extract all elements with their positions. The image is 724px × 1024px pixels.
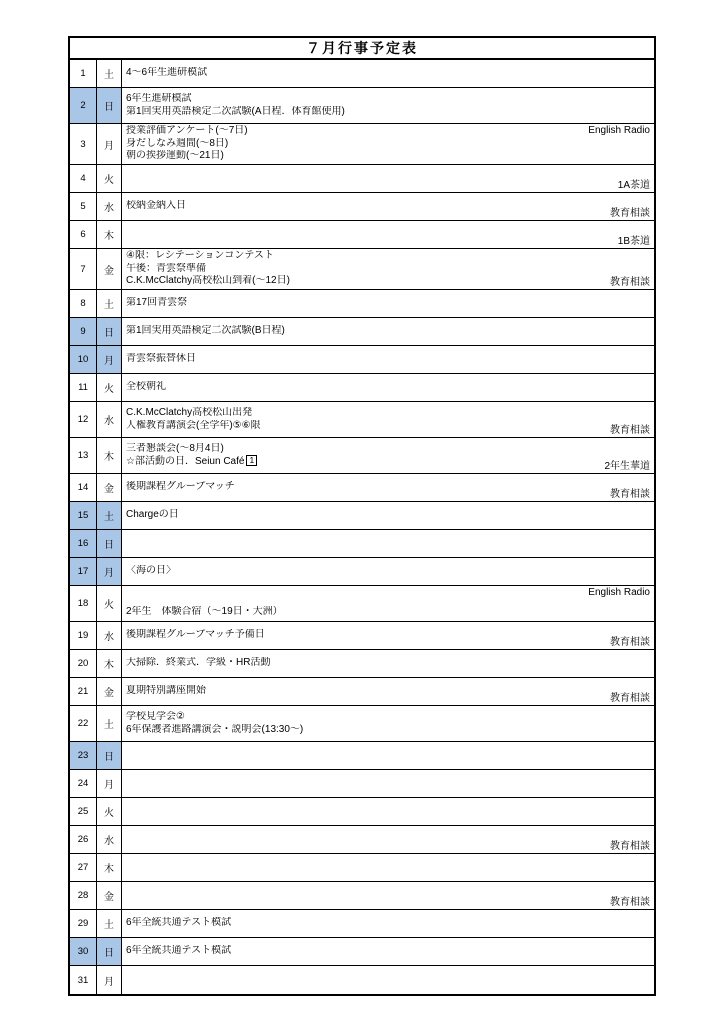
day-cell: 金 <box>97 249 122 289</box>
event-lines <box>122 402 654 437</box>
date-cell: 27 <box>70 854 97 881</box>
event-lines <box>122 346 654 373</box>
calendar-row <box>70 474 654 502</box>
event-cell <box>122 622 654 649</box>
day-cell: 金 <box>97 882 122 909</box>
date-cell: 20 <box>70 650 97 677</box>
event-cell <box>122 193 654 220</box>
event-lines <box>122 742 654 769</box>
date-cell: 10 <box>70 346 97 373</box>
date-cell: 18 <box>70 586 97 621</box>
event-cell <box>122 586 654 621</box>
date-cell: 16 <box>70 530 97 557</box>
event-cell <box>122 854 654 881</box>
calendar-row <box>70 88 654 124</box>
day-cell: 木 <box>97 221 122 248</box>
calendar-row <box>70 586 654 622</box>
event-line <box>126 455 650 469</box>
day-cell: 水 <box>97 826 122 853</box>
day-cell: 土 <box>97 60 122 87</box>
calendar-row <box>70 854 654 882</box>
event-lines <box>122 678 654 705</box>
date-cell: 22 <box>70 706 97 741</box>
day-cell: 土 <box>97 502 122 529</box>
event-lines <box>122 374 654 401</box>
event-lines <box>122 910 654 937</box>
event-lines <box>122 193 654 220</box>
day-cell: 月 <box>97 558 122 585</box>
event-lines <box>122 438 654 473</box>
date-cell: 26 <box>70 826 97 853</box>
side-note: 教育相談 <box>610 693 650 704</box>
calendar-row <box>70 249 654 290</box>
event-line-text: ☆部活動の日．Seiun Café <box>126 456 245 467</box>
event-cell <box>122 221 654 248</box>
calendar-row <box>70 826 654 854</box>
calendar-row <box>70 678 654 706</box>
date-cell: 30 <box>70 938 97 965</box>
event-lines <box>122 249 654 289</box>
event-lines <box>122 530 654 557</box>
event-lines <box>122 124 654 164</box>
side-note: 教育相談 <box>610 208 650 219</box>
event-line: 6年保護者進路講演会・説明会(13:30～) <box>126 723 304 735</box>
event-line: 第1回実用英語検定二次試験(A日程．体育館使用) <box>126 105 345 117</box>
event-cell <box>122 124 654 164</box>
event-cell <box>122 318 654 345</box>
event-lines <box>122 966 654 994</box>
day-cell: 木 <box>97 650 122 677</box>
day-cell: 木 <box>97 438 122 473</box>
calendar-row <box>70 770 654 798</box>
date-cell: 24 <box>70 770 97 797</box>
side-note: 教育相談 <box>610 841 650 852</box>
day-cell: 土 <box>97 706 122 741</box>
event-lines <box>122 938 654 965</box>
date-cell: 2 <box>70 88 97 123</box>
event-lines <box>122 826 654 853</box>
date-cell: 4 <box>70 165 97 192</box>
date-cell: 3 <box>70 124 97 164</box>
date-cell: 14 <box>70 474 97 501</box>
calendar-row <box>70 622 654 650</box>
boxed-1-marker: 1 <box>246 455 257 466</box>
event-cell <box>122 706 654 741</box>
calendar-row <box>70 165 654 193</box>
event-cell <box>122 88 654 123</box>
event-line: 第17回青雲祭 <box>126 297 188 309</box>
event-cell <box>122 249 654 289</box>
date-cell: 21 <box>70 678 97 705</box>
date-cell: 17 <box>70 558 97 585</box>
date-cell: 7 <box>70 249 97 289</box>
calendar-row <box>70 798 654 826</box>
day-cell: 金 <box>97 678 122 705</box>
calendar-row <box>70 402 654 438</box>
event-line: 夏期特別講座開始 <box>126 685 206 697</box>
side-note: 1B茶道 <box>617 236 650 247</box>
side-note: 1A茶道 <box>617 180 650 191</box>
day-cell: 月 <box>97 124 122 164</box>
event-line: 朝の挨拶運動(～21日) <box>126 150 224 162</box>
event-cell <box>122 910 654 937</box>
calendar-row <box>70 346 654 374</box>
event-cell <box>122 474 654 501</box>
date-cell: 8 <box>70 290 97 317</box>
event-cell <box>122 966 654 994</box>
side-note: English Radio <box>588 587 650 598</box>
calendar-row <box>70 938 654 966</box>
calendar-row <box>70 882 654 910</box>
day-cell: 日 <box>97 742 122 769</box>
event-line: 全校朝礼 <box>126 381 166 393</box>
day-cell: 火 <box>97 586 122 621</box>
date-cell: 12 <box>70 402 97 437</box>
calendar-row <box>70 60 654 88</box>
day-cell: 日 <box>97 530 122 557</box>
page-title: ７月行事予定表 <box>70 38 654 60</box>
date-cell: 23 <box>70 742 97 769</box>
event-cell <box>122 742 654 769</box>
event-line: 校納金納入日 <box>126 200 186 212</box>
side-note: English Radio <box>588 125 650 136</box>
calendar-row <box>70 502 654 530</box>
calendar-row <box>70 438 654 474</box>
day-cell: 水 <box>97 193 122 220</box>
side-note: 2年生華道 <box>604 461 650 472</box>
event-line: 人権教育講演会(全学年)⑤⑥限 <box>126 419 261 431</box>
event-lines <box>122 650 654 677</box>
event-cell <box>122 558 654 585</box>
event-cell <box>122 826 654 853</box>
side-note: 教育相談 <box>610 425 650 436</box>
event-lines <box>122 221 654 248</box>
event-cell <box>122 290 654 317</box>
event-line: C.K.McClatchy高校松山出発 <box>126 407 253 418</box>
event-cell <box>122 165 654 192</box>
calendar-row <box>70 124 654 165</box>
date-cell: 31 <box>70 966 97 994</box>
day-cell: 金 <box>97 474 122 501</box>
side-note: 教育相談 <box>610 489 650 500</box>
date-cell: 11 <box>70 374 97 401</box>
event-cell <box>122 374 654 401</box>
schedule-sheet <box>68 36 656 996</box>
calendar-row <box>70 706 654 742</box>
event-line: 6年生進研模試 <box>126 93 192 104</box>
event-cell <box>122 402 654 437</box>
day-cell: 日 <box>97 88 122 123</box>
event-line: C.K.McClatchy高校松山到着(～12日) <box>126 275 290 287</box>
event-line: 6年全統共通テスト模試 <box>126 945 232 957</box>
date-cell: 9 <box>70 318 97 345</box>
day-cell: 月 <box>97 346 122 373</box>
event-cell <box>122 530 654 557</box>
event-line: 4～6年生進研模試 <box>126 67 208 79</box>
event-line: 学校見学会② <box>126 711 185 722</box>
event-cell <box>122 438 654 473</box>
date-cell: 1 <box>70 60 97 87</box>
event-line: 後期課程グループマッチ <box>126 481 235 493</box>
event-cell <box>122 650 654 677</box>
event-lines <box>122 474 654 501</box>
event-line: 6年全統共通テスト模試 <box>126 917 232 929</box>
day-cell: 土 <box>97 290 122 317</box>
day-cell: 水 <box>97 402 122 437</box>
day-cell: 月 <box>97 770 122 797</box>
event-line: 第1回実用英語検定二次試験(B日程) <box>126 325 285 337</box>
date-cell: 15 <box>70 502 97 529</box>
side-note: 教育相談 <box>610 277 650 288</box>
date-cell: 5 <box>70 193 97 220</box>
day-cell: 火 <box>97 165 122 192</box>
calendar-row <box>70 742 654 770</box>
day-cell: 月 <box>97 966 122 994</box>
calendar-row <box>70 558 654 586</box>
event-cell <box>122 346 654 373</box>
date-cell: 25 <box>70 798 97 825</box>
event-lines <box>122 622 654 649</box>
calendar-row <box>70 374 654 402</box>
date-cell: 29 <box>70 910 97 937</box>
event-line: 後期課程グループマッチ予備日 <box>126 629 265 641</box>
day-cell: 木 <box>97 854 122 881</box>
date-cell: 19 <box>70 622 97 649</box>
schedule-table <box>68 36 656 996</box>
calendar-row <box>70 910 654 938</box>
event-line: 授業評価アンケート(～7日) <box>126 125 248 137</box>
date-cell: 28 <box>70 882 97 909</box>
event-line: 三者懇談会(～8月4日) <box>126 442 224 454</box>
event-lines <box>122 854 654 881</box>
event-lines <box>122 502 654 529</box>
day-cell: 火 <box>97 798 122 825</box>
side-note: 教育相談 <box>610 897 650 908</box>
calendar-row <box>70 966 654 994</box>
event-line: Chargeの日 <box>126 509 179 521</box>
event-cell <box>122 882 654 909</box>
event-lines <box>122 706 654 741</box>
event-cell <box>122 60 654 87</box>
day-cell: 水 <box>97 622 122 649</box>
event-lines <box>122 770 654 797</box>
event-line: 大掃除．終業式．学級・HR活動 <box>126 657 271 669</box>
event-cell <box>122 678 654 705</box>
calendar-rows <box>70 60 654 994</box>
calendar-row <box>70 221 654 249</box>
event-cell <box>122 502 654 529</box>
event-line: 2年生 体験合宿（～19日・大洲） <box>126 605 283 617</box>
event-line: 青雲祭振替休日 <box>126 353 196 365</box>
event-line: ④限：レシテーションコンテスト <box>126 250 274 262</box>
event-lines <box>122 798 654 825</box>
event-cell <box>122 938 654 965</box>
event-lines <box>122 882 654 909</box>
event-lines <box>122 165 654 192</box>
event-cell <box>122 798 654 825</box>
event-cell <box>122 770 654 797</box>
date-cell: 13 <box>70 438 97 473</box>
calendar-row <box>70 318 654 346</box>
event-line: 〈海の日〉 <box>126 565 176 577</box>
side-note: 教育相談 <box>610 637 650 648</box>
calendar-row <box>70 193 654 221</box>
event-line: 午後：青雲祭準備 <box>126 262 206 274</box>
event-lines <box>122 60 654 87</box>
calendar-row <box>70 650 654 678</box>
event-lines <box>122 318 654 345</box>
calendar-row <box>70 290 654 318</box>
calendar-row <box>70 530 654 558</box>
event-lines <box>122 290 654 317</box>
event-lines <box>122 558 654 585</box>
date-cell: 6 <box>70 221 97 248</box>
day-cell: 火 <box>97 374 122 401</box>
day-cell: 土 <box>97 910 122 937</box>
event-lines <box>122 88 654 123</box>
event-lines <box>122 586 654 621</box>
day-cell: 日 <box>97 938 122 965</box>
event-line: 身だしなみ週間(～8日) <box>126 137 229 149</box>
day-cell: 日 <box>97 318 122 345</box>
